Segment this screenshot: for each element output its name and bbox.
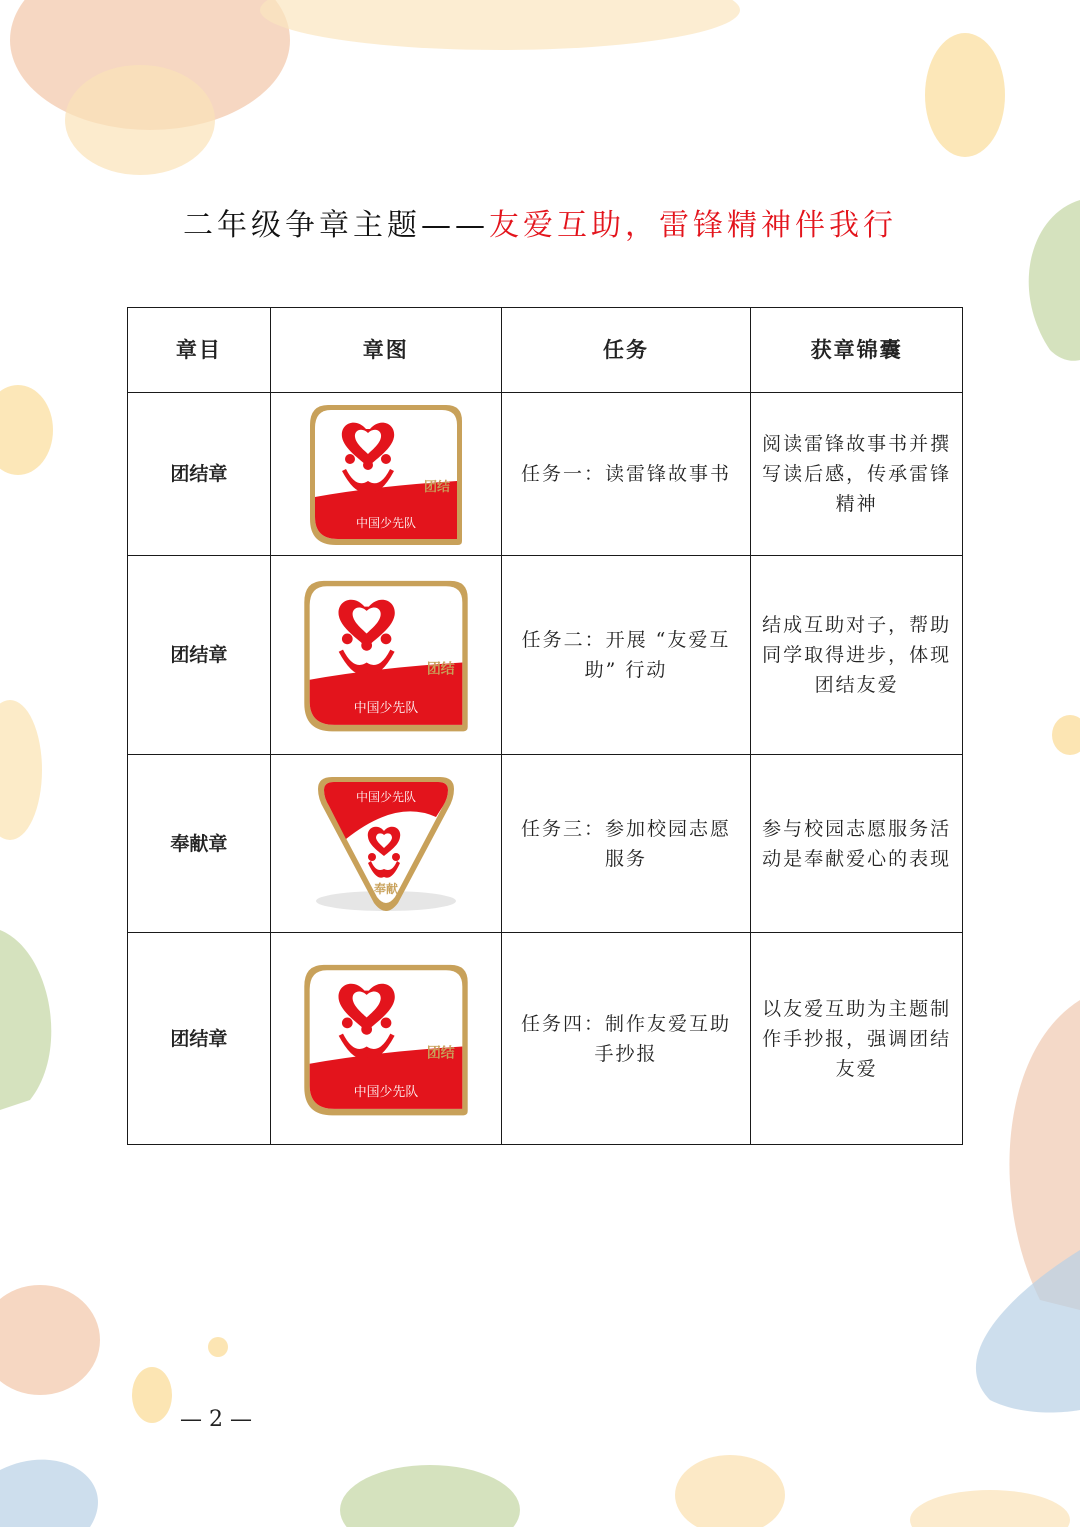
badge-org: 中国少先队 (353, 700, 418, 716)
reward-text: 以友爱互助为主题制作手抄报，强调团结友爱 (751, 933, 963, 1145)
reward-text: 阅读雷锋故事书并撰写读后感，传承雷锋精神 (751, 393, 963, 556)
task-text: 任务四：制作友爱互助手抄报 (501, 933, 751, 1145)
page-number: — 2 — (180, 1407, 252, 1432)
badge-image-cell (270, 933, 501, 1145)
task-text: 任务三：参加校园志愿服务 (501, 755, 751, 933)
badge-name: 团结章 (128, 393, 271, 556)
badge-name: 团结章 (128, 933, 271, 1145)
header-badge: 章图 (270, 308, 501, 393)
header-task: 任务 (501, 308, 751, 393)
page-title (0, 200, 1080, 244)
unity-badge-icon (300, 575, 472, 735)
badge-org: 中国少先队 (355, 789, 416, 804)
badge-name: 团结章 (128, 556, 271, 755)
task-text: 任务一：读雷锋故事书 (501, 393, 751, 556)
badge-image-cell (270, 556, 501, 755)
badge-image-cell (270, 755, 501, 933)
task-text: 任务二：开展 “友爱互助” 行动 (501, 556, 751, 755)
header-reward: 获章锦囊 (751, 308, 963, 393)
unity-badge-icon (300, 959, 472, 1119)
badge-word: 团结 (426, 1044, 455, 1061)
badge-word: 团结 (426, 661, 455, 678)
table-row (128, 933, 963, 1145)
badge-word: 奉献 (373, 881, 398, 896)
reward-text: 结成互助对子，帮助同学取得进步，体现团结友爱 (751, 556, 963, 755)
badge-org: 中国少先队 (355, 516, 416, 530)
badge-image-cell (270, 393, 501, 556)
reward-text: 参与校园志愿服务活动是奉献爱心的表现 (751, 755, 963, 933)
badge-name: 奉献章 (128, 755, 271, 933)
dedication-badge-icon (306, 769, 466, 919)
table-row (128, 556, 963, 755)
header-name: 章目 (128, 308, 271, 393)
table-row (128, 393, 963, 556)
badge-word: 团结 (423, 480, 450, 495)
title-highlight: 友爱互助，雷锋精神伴我行 (489, 208, 897, 243)
badge-org: 中国少先队 (353, 1084, 418, 1100)
table-row (128, 755, 963, 933)
table-header-row (128, 308, 963, 393)
badge-table (127, 307, 963, 1145)
title-main: 二年级争章主题—— (183, 208, 489, 243)
unity-badge-icon (306, 401, 466, 547)
